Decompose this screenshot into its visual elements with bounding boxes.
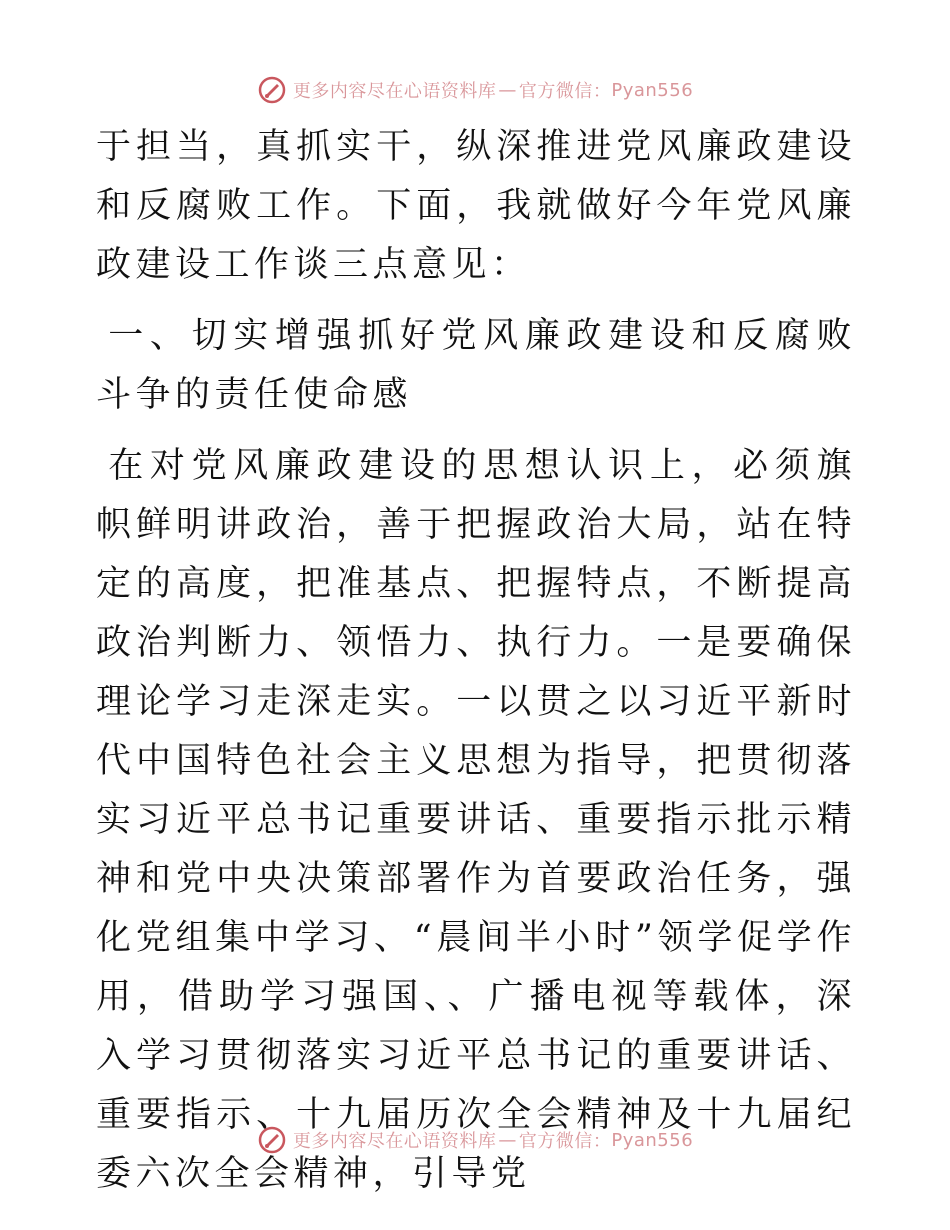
watermark-wechat-id: Pyan556 — [611, 79, 694, 101]
watermark-dash: — — [498, 79, 517, 101]
watermark-official-label: 官方微信： — [518, 1131, 612, 1152]
watermark-header — [0, 72, 950, 108]
watermark-dash: — — [498, 1129, 517, 1151]
document-body — [96, 118, 856, 1204]
watermark-official-label: 官方微信： — [518, 81, 612, 102]
watermark-wechat-id: Pyan556 — [611, 1129, 694, 1151]
paragraph-section-one-body: 在对党风廉政建设的思想认识上，必须旗帜鲜明讲政治，善于把握政治大局，站在特定的高度，把准基点、把握特点，不断提高政治判断力、领悟力、执行力。一是要确保理论学习走深走实。一以贯之以习近平新时代中国特色社会主义思想为指导，把贯彻落实习近平总书记重要讲话、重要指示批示精神和党中央决策部署作为首要政治任务，强化党组集中学习、“晨间半小时”领学促学作用，借助学习强国、、广播电视等载体，深入学习贯彻落实习近平总书记的重要讲话、重要指示、十九届历次全会精神及十九届纪委六次全会精神，引导党 — [96, 446, 856, 1194]
section-heading-one: 一、切实增强抓好党风廉政建设和反腐败斗争的责任使命感 — [96, 316, 856, 415]
quill-seal-icon — [257, 75, 287, 105]
quill-seal-icon — [257, 1125, 287, 1155]
paragraph-intro-end: 于担当，真抓实干，纵深推进党风廉政建设和反腐败工作。下面，我就做好今年党风廉政建设工作谈三点意见： — [96, 127, 856, 285]
watermark-site-text: 更多内容尽在心语资料库 — [292, 81, 497, 102]
watermark-site-text: 更多内容尽在心语资料库 — [292, 1131, 497, 1152]
watermark-footer — [0, 1122, 950, 1158]
